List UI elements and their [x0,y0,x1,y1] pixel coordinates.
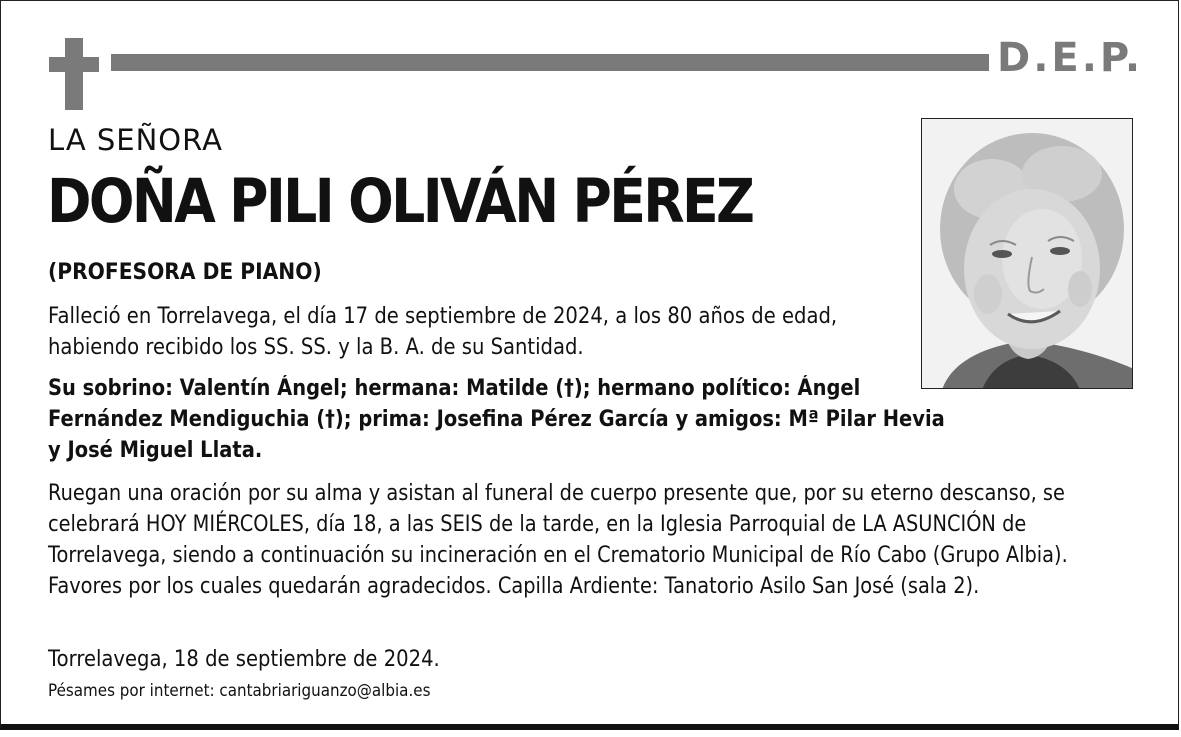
deceased-profession: (PROFESORA DE PIANO) [48,260,322,285]
condolences-line: Pésames por internet: cantabriariguanzo@albia.es [48,681,431,701]
portrait-image [922,119,1133,389]
place-date: Torrelavega, 18 de septiembre de 2024. [48,647,440,672]
cross-icon [49,38,99,110]
deceased-name: DOÑA PILI OLIVÁN PÉREZ [47,166,753,237]
deceased-prefix: LA SEÑORA [48,123,223,157]
death-notice: Falleció en Torrelavega, el día 17 de septiembre de 2024, a los 80 años de edad, habiendo recibido los SS. SS. y la B. A. de su Santidad. [48,304,838,360]
deceased-photo [921,118,1133,389]
service-info: Ruegan una oración por su alma y asistan al funeral de cuerpo presente que, por su eterno descanso, se celebrará HOY MIÉRCOLES, día 18, a las SEIS de la tarde, en la Iglesia Parroquial de LA ASUNCIÓN de Torrelavega, siendo a continuación su incineración en el Crematorio Municipal de Río Cabo (Grupo Albia). Favores por los cuales quedarán agradecidos. Capilla Ardiente: Tanatorio Asilo San José (sala 2). [48,481,1068,599]
dep-label: D.E.P. [997,35,1144,81]
family-list: Su sobrino: Valentín Ángel; hermana: Matilde (†); hermano político: Ángel Fernández Mendiguchia (†); prima: Josefina Pérez García y amigos: Mª Pilar Hevia y José Miguel Llata. [48,376,945,463]
header-rule [111,54,989,71]
